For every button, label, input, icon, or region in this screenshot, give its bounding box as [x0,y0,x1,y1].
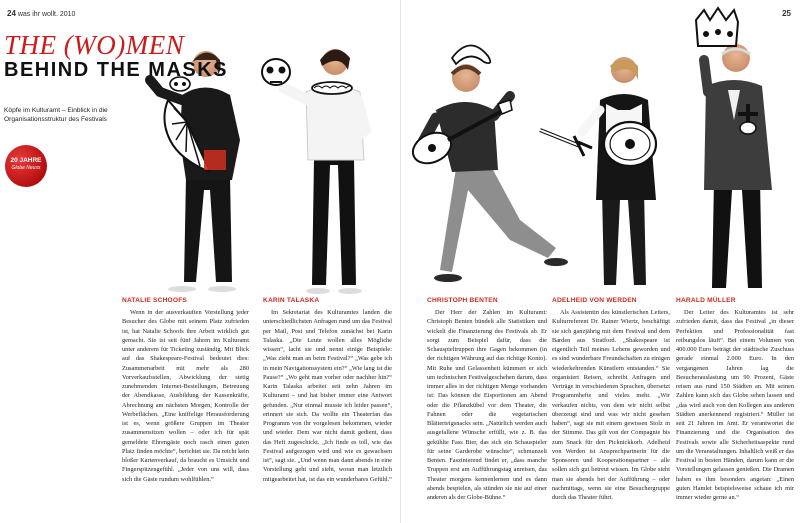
crown-mask [696,8,738,46]
profile-text: Im Sekretariat des Kulturamtes landen die unterschiedlichsten Anfragen rund um das Festival per Mail, Post und Telefon zunächst bei Karin Talaska. „Die Leute wollen alles Mögliche wissen“, lacht sie und nennt einige Beispiele: „Was zieht man an beim Festival?“ „Was gebe ich in mein Navigationssystem ein?“ „Wie lang ist die Pause?“ „Wo geht man vorher oder nachher hin?“ Karin Talaska arbeitet seit zehn Jahren im Kulturamt – und hat bisher immer eine Antwort gefunden. „Nur einmal musste ich leider passen“, erinnert sie sich. Da wollte ein Theaterfan das Programm von ihr vorgelesen bekommen, wieder und wieder. Dem war nicht damit gedient, dass das Heft zugeschickt. „Ich finde es toll, wie das Festival aufgezogen wird und wie es gewachsen ist“, sagt sie. „Und wenn man dann abends in eine Vorstellung geht und sieht, woran man letztlich mitgearbeitet hat, ist das ein wunderbares Gefühl.“ [263,309,392,483]
profile-name: KARIN TALASKA [263,297,320,304]
shield-prop [604,122,656,166]
person-natalie-schoofs [150,51,240,292]
profile-column-5 [676,297,794,502]
person-harald-mueller [704,44,772,288]
profile-name: NATALIE SCHOOFS [122,297,188,304]
profile-name: ADELHEID VON WERDEN [552,297,637,304]
badge-title: 20 JAHRE [10,157,42,164]
jester-hat-mask [452,45,490,64]
profile-text: Der Leiter des Kulturamtes ist sehr zufrieden damit, dass das Festival „in dieser Perfektion und Professionalität fast reibungslos läuft“. Bei einem Volumen von 400.000 Euro beträgt der städtische Zuschuss gerade einmal 2.000 Euro. In den vergangenen Jahren lag die Besucherauslastung um 90 Prozent, Gäste reisen aus rund 150 Städten an. Mit seinen Zahlen kann sich das Globe sehen lassen und „das wird auch von den Kollegen aus anderen Städten anerkennend registriert.“ Müller ist seit 21 Jahren im Amt. Er verantwortet die Finanzierung und die Organisation des Festivals sowie alle Sicherheitsaspekte rund um die Veranstaltungen. Inhaltlich weiß er das Festival in besten Händen, darum kann er die Vorstellungen gelassen genießen. Die Dramen haben es ihm besonders angetan: „Einen guten Hamlet beispielsweise schaue ich mir immer wieder gerne an.“ [676,309,794,501]
magazine-label: was ihr wollt. 2010 [17,11,76,18]
ruff-collar-mask [312,82,352,94]
page-number-left: 24 [7,9,16,18]
headline [4,32,228,82]
profile-text: Als Assistentin des künstlerischen Leiters, Kulturreferent Dr. Rainer Wiertz, beschäftigt sie sich ganzjährig mit dem Festival und dem Barden aus Stratford. „Shakespeare ist eigentlich Teil meines Lebens geworden und es sind wunderbare Freundschaften zu einigen wiederkehrenden Künstlern entstanden.“ Sie organisiert Reisen, schreibt Anfragen und Verträge in verschiedenen Sprachen, übersetzt Programmhefte und vieles mehr. „Wir verkaufen nichts, von dem wir nicht selbst überzeugt sind und was wir nicht gesehen haben“, sagt sie mit einem gewissen Stolz in der Stimme. Das gilt von der Compagnie bis zum Snack für den Picknickkorb. Adelheid von Werden ist Ansprechpartnerin für die Sponsoren und Kooperationspartner – alle sollen sich gut betreut wissen. Im Globe sieht man sie abends bei der Aufführung – oder nachmittags, wenn sie eine Besuchergruppe durch das Theater führt. [552,309,670,501]
profile-text: Wenn in der ausverkauften Vorstellung jeder Besucher des Globe mit seinem Platz zufrieden ist, hat Natalie Schoofs ihre Arbeit wirklich gut gemacht. Sie ist seit fünf Jahren im Kulturamt unter anderem für Ticketing zuständig. Mit Blick auf das Shakespeare-Festival bedeutet dies: Zusammenarbeit mit mehr als 280 Vorverkaufsstellen, Abwicklung der stetig zunehmenden Internet-Bestellungen, Betreuung der Abendkasse, Ausbildung der Kassenkräfte, Abrechnung am nächsten Morgen, Kontrolle der Werbeflächen. „Eine kniffelige Herausforderung ist es, wenn größere Gruppen im Theater zusammensitzen wollen – oder ich für spät gemeldete Ehrengäste noch rasch einen guten Platz finden möchte“, berichtet sie. Da reicht kein bloßer Kartenverkauf, da braucht es Umsicht und Fingerspitzengefühl. „Jeder von uns will, dass sich die Gäste rundum wohlfühlen.“ [122,309,249,483]
headline-line-2: BEHIND THE MASKS [4,59,229,81]
anniversary-badge [5,145,47,187]
profile-column-4 [552,297,670,502]
subtitle: Köpfe im Kulturamt – Einblick in die Organisationsstruktur des Festivals [4,107,108,123]
profile-name: HARALD MÜLLER [676,297,736,304]
profile-column-2 [263,297,392,484]
profile-column-3 [427,297,547,502]
profile-text: Der Herr der Zahlen im Kulturamt: Christoph Benten bündelt alle Statistiken und wickelt die Finanzierung des Festivals ab. Er sorgt zum Beispiel dafür, dass die Schauspieltruppen ihre Gagen bekommen (in der richtigen Währung auf das richtige Konto). Mit Ruhe und Gelassenheit kümmert er sich um technischen Festivalgeschehen darum, dass immer alles in der richtigen Menge vorhanden ist: Das können die Eisportionen am Abend oder die Pflanzkübel vor dem Theater, die Fahnen oder die vegetarischen Blätterteigsnacks sein. „Natürlich werden auch ausgefallene Wünsche erfüllt, wie z. B. das gekühlte Fass Bier, das sich ein Schauspieler für seine Garderobe wünschte“, schmunzelt Benten. Faszinierend findet er, „dass manche Truppen erst am Aufführungstag anreisen, das Theater morgens kennenlernen und es dann abends bespielen, als stünden sie nie auf einer anderen als der Globe-Bühne.“ [427,309,547,501]
page-number-right: 25 [782,9,791,18]
skull-mask [262,59,290,85]
profile-name: CHRISTOPH BENTEN [427,297,498,304]
person-christoph-benten [424,64,568,282]
headline-line-1: THE (WO)MEN [4,30,185,60]
badge-subtitle: Globe Neuss [11,165,41,171]
profile-column-1 [122,297,249,484]
person-adelheid-von-werden [582,57,656,285]
